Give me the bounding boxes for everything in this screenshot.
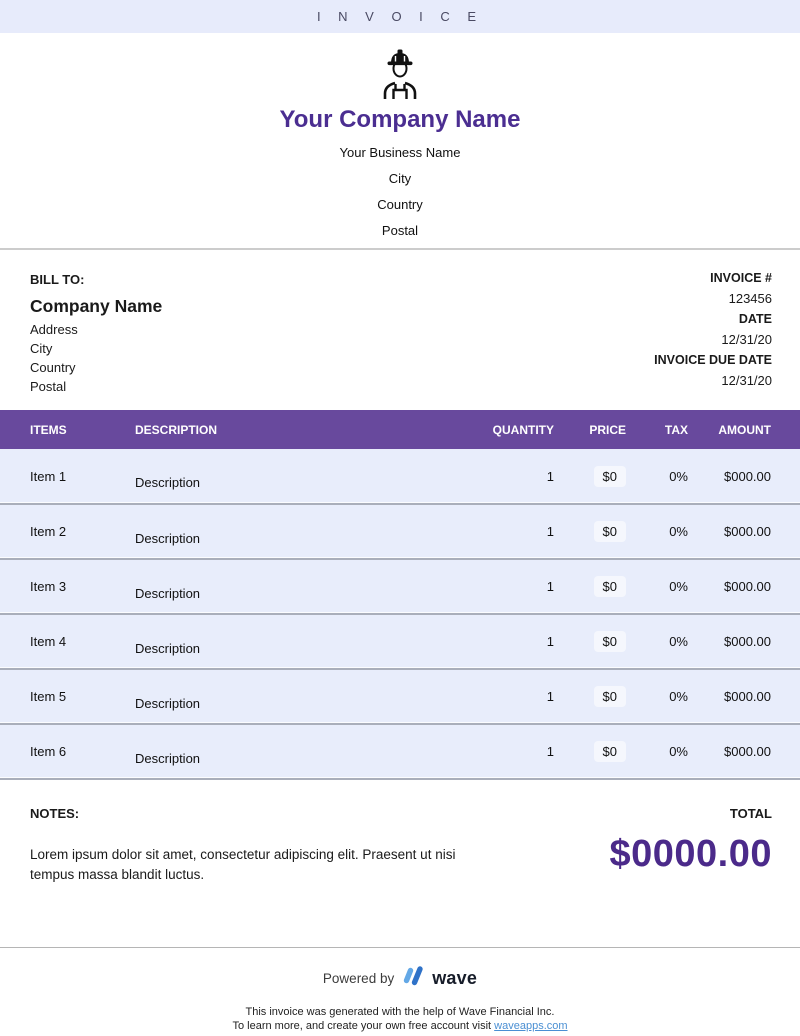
notes-label: NOTES: xyxy=(30,806,80,821)
item-tax: 0% xyxy=(669,524,688,539)
table-row xyxy=(0,669,800,724)
invoice-number: 123456 xyxy=(728,291,772,306)
table-row xyxy=(0,614,800,669)
item-price: $0 xyxy=(554,724,626,779)
banner-title: I N V O I C E xyxy=(316,9,484,24)
table-row xyxy=(0,504,800,559)
wave-logo-icon xyxy=(401,965,425,992)
item-quantity: 1 xyxy=(546,689,554,704)
header-amount: AMOUNT xyxy=(718,422,771,437)
footer-disclaimer xyxy=(0,1005,800,1033)
table-row xyxy=(0,724,800,779)
header-quantity: QUANTITY xyxy=(492,422,554,437)
footer-line1: This invoice was generated with the help of Wave Financial Inc. xyxy=(245,1006,555,1018)
footer xyxy=(0,948,800,1033)
bill-to-postal: Postal xyxy=(30,379,67,394)
summary-section xyxy=(0,780,800,948)
item-name: Item 3 xyxy=(30,579,67,594)
item-tax: 0% xyxy=(669,744,688,759)
bill-to-block xyxy=(30,272,162,410)
item-name: Item 2 xyxy=(30,524,67,539)
header-items: ITEMS xyxy=(30,422,67,437)
construction-worker-icon xyxy=(376,47,424,104)
company-business-name: Your Business Name xyxy=(339,145,461,160)
bill-to-company: Company Name xyxy=(30,296,163,316)
item-description: Description xyxy=(135,750,201,766)
item-description: Description xyxy=(135,530,201,546)
item-tax: 0% xyxy=(669,579,688,594)
item-tax: 0% xyxy=(669,468,688,484)
bill-to-address: Address xyxy=(30,322,78,337)
wave-brand-name: wave xyxy=(432,968,478,988)
company-city: City xyxy=(388,171,412,186)
invoice-due-date: 12/31/20 xyxy=(721,373,772,388)
item-price: $0 xyxy=(554,614,626,669)
company-header xyxy=(0,33,800,250)
company-country: Country xyxy=(377,197,423,212)
footer-line2: To learn more, and create your own free account visit waveapps.com xyxy=(232,1020,568,1032)
item-amount: $000.00 xyxy=(724,524,771,539)
header-tax: TAX xyxy=(664,422,688,437)
invoice-date-label: DATE xyxy=(738,312,772,326)
invoice-banner xyxy=(0,0,800,33)
table-header-row xyxy=(0,410,800,449)
bill-to-label: BILL TO: xyxy=(30,272,85,287)
invoice-meta-block xyxy=(654,272,772,410)
invoice-number-label: INVOICE # xyxy=(710,271,772,285)
total-label: TOTAL xyxy=(729,806,772,821)
notes-text: Lorem ipsum dolor sit amet, consectetur adipiscing elit. Praesent ut nisi tempus massa blandit luctus. xyxy=(30,847,456,882)
company-postal: Postal xyxy=(381,223,419,238)
item-quantity: 1 xyxy=(546,579,554,594)
invoice-due-date-label: INVOICE DUE DATE xyxy=(654,353,772,367)
table-row xyxy=(0,559,800,614)
item-price: $0 xyxy=(554,559,626,614)
item-description: Description xyxy=(135,695,201,711)
item-quantity: 1 xyxy=(546,468,554,484)
header-price: PRICE xyxy=(589,422,626,437)
header-description: DESCRIPTION xyxy=(135,422,218,437)
item-amount: $000.00 xyxy=(724,468,771,484)
items-table xyxy=(0,410,800,780)
notes-block xyxy=(30,806,460,947)
total-block xyxy=(610,806,773,947)
item-amount: $000.00 xyxy=(724,579,771,594)
item-description: Description xyxy=(135,475,201,490)
item-amount: $000.00 xyxy=(724,634,771,649)
item-price: $0 xyxy=(554,669,626,724)
item-amount: $000.00 xyxy=(724,689,771,704)
item-name: Item 1 xyxy=(30,468,67,484)
powered-by-label: Powered by xyxy=(322,971,395,986)
billing-section xyxy=(0,250,800,410)
item-price: $0 xyxy=(554,449,626,504)
powered-by-row xyxy=(0,965,800,992)
item-quantity: 1 xyxy=(546,524,554,539)
total-value: $0000.00 xyxy=(609,833,772,875)
item-quantity: 1 xyxy=(546,744,554,759)
item-amount: $000.00 xyxy=(724,744,771,759)
item-description: Description xyxy=(135,585,201,601)
item-quantity: 1 xyxy=(546,634,554,649)
bill-to-country: Country xyxy=(30,360,76,375)
table-row xyxy=(0,449,800,504)
invoice-date: 12/31/20 xyxy=(721,332,772,347)
item-name: Item 4 xyxy=(30,634,67,649)
item-price: $0 xyxy=(554,504,626,559)
bill-to-city: City xyxy=(30,341,53,356)
item-tax: 0% xyxy=(669,689,688,704)
item-name: Item 6 xyxy=(30,744,67,759)
waveapps-link[interactable]: waveapps.com xyxy=(494,1020,568,1032)
item-name: Item 5 xyxy=(30,689,67,704)
item-description: Description xyxy=(135,640,201,656)
item-tax: 0% xyxy=(669,634,688,649)
company-name: Your Company Name xyxy=(279,106,521,133)
